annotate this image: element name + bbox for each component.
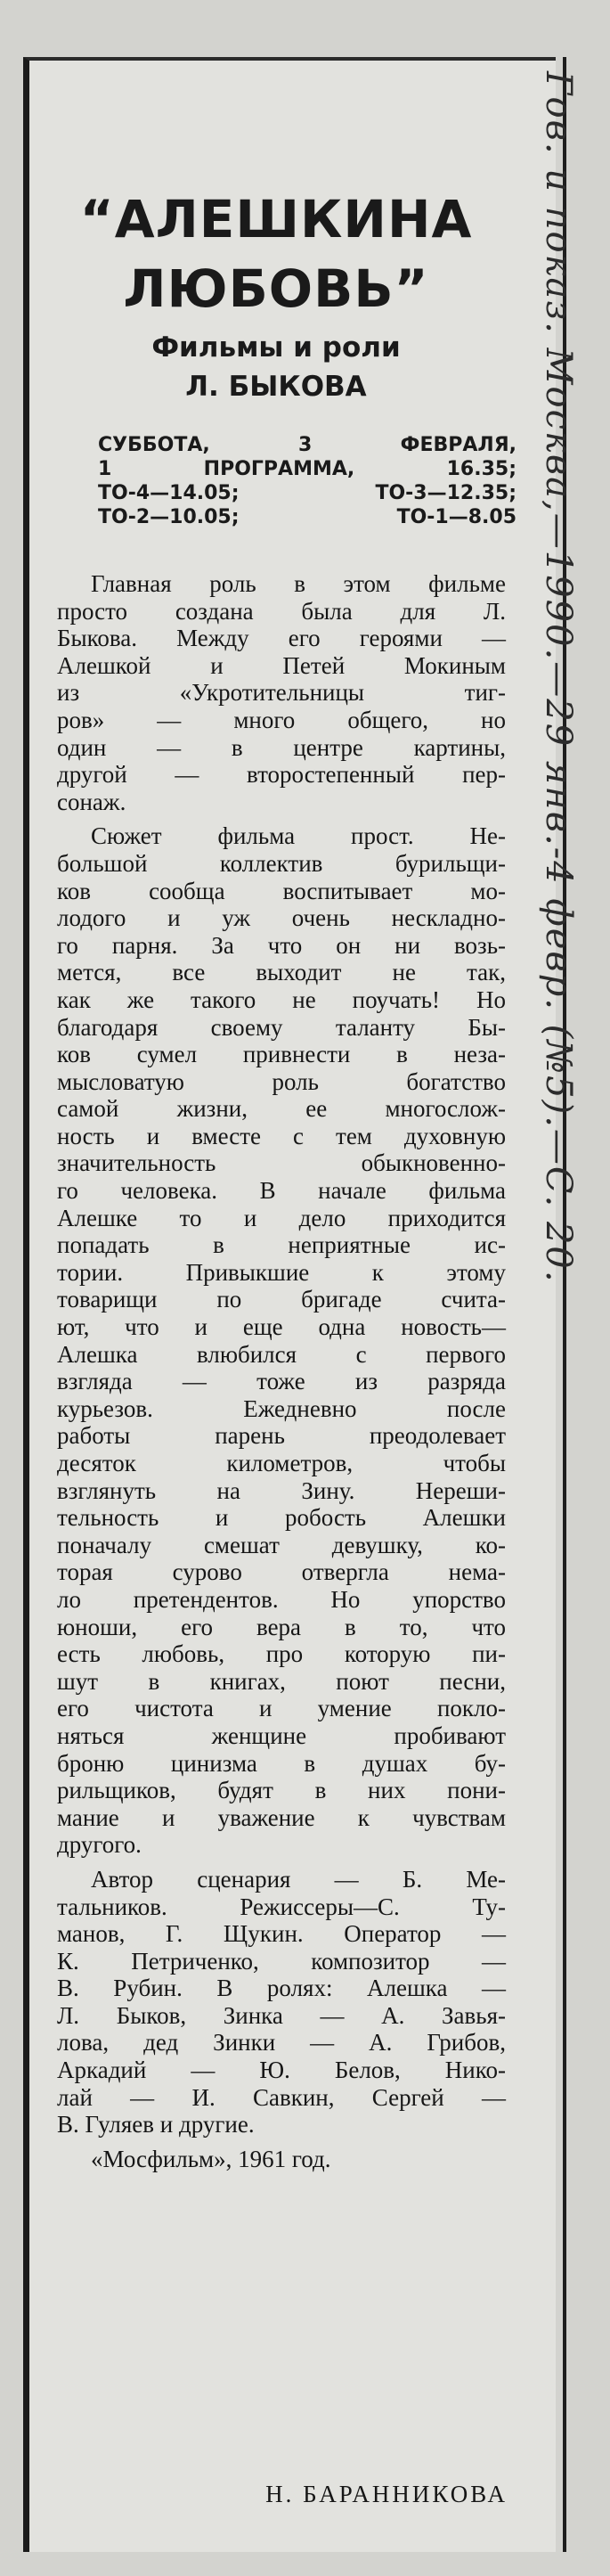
paragraph-line: Автор сценария — Б. Ме-: [91, 1865, 506, 1893]
paragraph-line: благодаря своему таланту Бы-: [57, 1013, 506, 1041]
paragraph-line: есть любовь, про которую пи-: [57, 1640, 506, 1668]
paragraph-line: ков сообща воспитывает мо-: [57, 877, 506, 904]
paragraph-line: Л. Быков, Зинка — А. Завья-: [57, 2001, 506, 2029]
schedule-line: СУББОТА, 3 ФЕВРАЛЯ,: [98, 434, 516, 456]
article-paragraph: [57, 570, 506, 815]
paragraph-line: рильщиков, будят в них пони-: [57, 1777, 506, 1804]
article-paragraph: [57, 1866, 506, 2138]
broadcast-schedule: [98, 433, 516, 529]
paragraph-line: В. Гуляев и другие.: [57, 2111, 255, 2138]
paragraph-line: ность и вместе с тем духовную: [57, 1122, 506, 1149]
paragraph-line: другой — второстепенный пер-: [57, 761, 506, 789]
paragraph-line: сонаж.: [57, 788, 126, 815]
paragraph-line: как же такого не поучать! Но: [57, 985, 506, 1013]
paragraph-line: поначалу смешат девушку, ко-: [57, 1531, 506, 1558]
paragraph-line: броню цинизма в душах бу-: [57, 1749, 506, 1777]
paragraph-line: значительность обыкновенно-: [57, 1149, 506, 1177]
paragraph-line: мание и уважение к чувствам: [57, 1803, 506, 1831]
paragraph-line: тории. Привыкшие к этому: [57, 1258, 506, 1286]
paragraph-line: взгляда — тоже из разряда: [57, 1368, 506, 1395]
paragraph-line: мысловатую роль богатство: [57, 1067, 506, 1095]
paragraph-line: Сюжет фильма прост. Не-: [91, 822, 506, 850]
paragraph-line: работы парень преодолевает: [57, 1422, 506, 1450]
article-paragraph: [57, 2146, 506, 2173]
article-title: [53, 184, 499, 323]
paragraph-line: его чистота и умение покло-: [57, 1695, 506, 1722]
paragraph-line: К. Петриченко, композитор —: [57, 1947, 506, 1975]
paragraph-line: ков сумел привнести в неза-: [57, 1041, 506, 1068]
paragraph-line: самой жизни, ее многослож-: [57, 1095, 506, 1123]
paragraph-line: ло претендентов. Но упорство: [57, 1585, 506, 1613]
paragraph-line: торая сурово отвергла нема-: [57, 1558, 506, 1586]
paragraph-line: манов, Г. Щукин. Оператор —: [57, 1920, 506, 1948]
title-line: ЛЮБОВЬ”: [123, 258, 429, 319]
paragraph-line: другого.: [57, 1831, 142, 1859]
paragraph-line: Главная роль в этом фильме: [91, 570, 506, 597]
paragraph-line: тальников. Режиссеры—С. Ту-: [57, 1893, 506, 1920]
paragraph-line: ют, что и еще одна новость—: [57, 1313, 506, 1341]
paragraph-line: Алешке то и дело приходится: [57, 1204, 506, 1231]
paragraph-line: го человека. В начале фильма: [57, 1177, 506, 1205]
paragraph-line: один — в центре картины,: [57, 733, 506, 761]
title-line: “АЛЕШКИНА: [79, 188, 473, 249]
paragraph-line: мется, все выходит не так,: [57, 959, 506, 986]
paragraph-line: курьезов. Ежедневно после: [57, 1394, 506, 1422]
paragraph-line: из «Укротительницы тиг-: [57, 679, 506, 707]
paragraph-line: лова, дед Зинки — А. Грибов,: [57, 2029, 506, 2057]
paragraph-line: няться женщине пробивают: [57, 1721, 506, 1749]
schedule-line: 1 ПРОГРАММА, 16.35;: [98, 458, 516, 480]
paragraph-line: Быкова. Между его героями —: [57, 625, 506, 652]
article-paragraph: [57, 822, 506, 1859]
paragraph-line: тельность и робость Алешки: [57, 1504, 506, 1532]
subtitle-line: Фильмы и роли: [151, 331, 401, 364]
paragraph-line: юноши, его вера в то, что: [57, 1613, 506, 1640]
paragraph-line: шут в книгах, поют песни,: [57, 1667, 506, 1695]
article-subtitle: [62, 328, 490, 406]
handwritten-source-note: Гов. и показ. Москва,—1990.—29 янв.-4 февр. (№5).—С. 20.: [538, 71, 579, 1284]
paragraph-line: Алешка влюбился с первого: [57, 1340, 506, 1368]
paragraph-line: лай — И. Савкин, Сергей —: [57, 2083, 506, 2111]
paragraph-line: го парня. За что он ни возь-: [57, 931, 506, 959]
paragraph-line: Алешкой и Петей Мокиным: [57, 651, 506, 679]
paragraph-line: просто создана была для Л.: [57, 597, 506, 625]
paragraph-line: В. Рубин. В ролях: Алешка —: [57, 1975, 506, 2002]
subtitle-line: Л. БЫКОВА: [185, 371, 367, 403]
author-signature: Н. БАРАННИКОВА: [265, 2481, 508, 2507]
paragraph-line: лодого и уж очень нескладно-: [57, 904, 506, 932]
paragraph-line: Аркадий — Ю. Белов, Нико-: [57, 2057, 506, 2084]
paragraph-line: десяток километров, чтобы: [57, 1450, 506, 1476]
article-body: [57, 570, 506, 2179]
paragraph-line: большой коллектив бурильщи-: [57, 849, 506, 877]
schedule-line: ТО-2—10.05; ТО-1—8.05: [98, 506, 516, 528]
paragraph-line: попадать в неприятные ис-: [57, 1231, 506, 1259]
paragraph-line: товарищи по бригаде счита-: [57, 1286, 506, 1313]
schedule-line: ТО-4—14.05; ТО-3—12.35;: [98, 482, 516, 504]
paragraph-line: взглянуть на Зину. Нереши-: [57, 1476, 506, 1504]
paragraph-line: ров» — много общего, но: [57, 706, 506, 733]
paragraph-line: «Мосфильм», 1961 год.: [91, 2145, 331, 2172]
